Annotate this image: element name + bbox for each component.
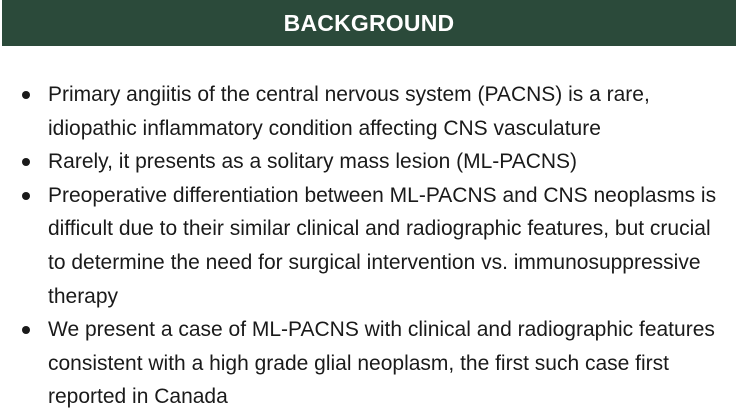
bullet-text: We present a case of ML-PACNS with clinical and radiographic features consistent with a high grade glial neoplasm, the first such case first reported in Canada <box>48 318 715 409</box>
bullet-text: Rarely, it presents as a solitary mass lesion (ML-PACNS) <box>48 150 578 174</box>
bullet-item <box>0 313 736 414</box>
bullet-dot-icon <box>22 91 30 99</box>
section-title: BACKGROUND <box>283 9 455 36</box>
bullet-item <box>0 145 736 179</box>
bullet-item <box>0 179 736 313</box>
bullet-dot-icon <box>22 326 30 334</box>
bullet-text: Preoperative differentiation between ML-PACNS and CNS neoplasms is difficult due to their similar clinical and radiographic features, but crucial to determine the need for surgical intervention vs. immunosuppressive therapy <box>48 183 717 308</box>
bullet-dot-icon <box>22 192 30 200</box>
section-header <box>2 0 736 46</box>
bullet-list <box>0 78 736 414</box>
bullet-text: Primary angiitis of the central nervous system (PACNS) is a rare, idiopathic inflammatory condition affecting CNS vasculature <box>48 83 650 140</box>
bullet-item <box>0 78 736 145</box>
bullet-dot-icon <box>22 158 30 166</box>
